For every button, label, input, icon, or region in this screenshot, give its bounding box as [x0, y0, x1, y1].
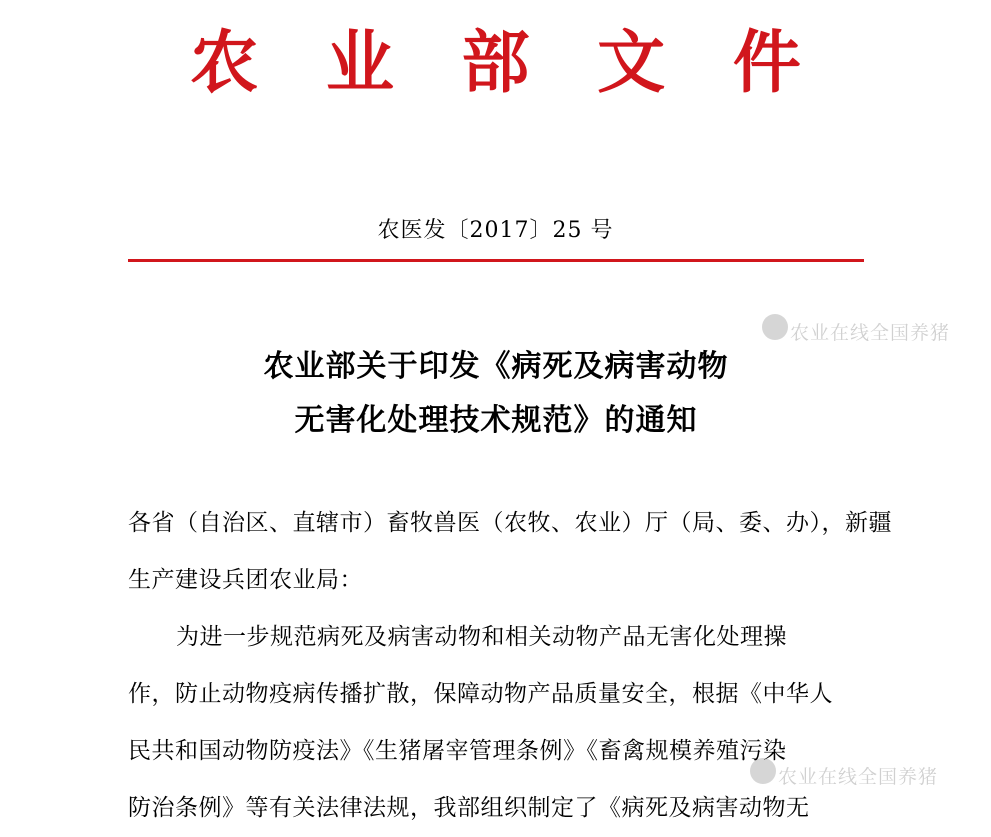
body-line-2: 生产建设兵团农业局：: [128, 567, 363, 593]
masthead-title: 农 业 部 文 件: [190, 23, 823, 103]
body-line-5: 民共和国动物防疫法》《生猪屠宰管理条例》《畜禽规模养殖污染: [128, 738, 787, 764]
red-divider-rule: [128, 259, 864, 262]
watermark-text-bottom: 农业在线全国养猪: [778, 766, 939, 788]
page-title: [128, 340, 864, 448]
document-number-row: [0, 213, 991, 244]
page-title-line-1: 农业部关于印发《病死及病害动物: [263, 349, 729, 384]
watermark-text-top: 农业在线全国养猪: [790, 322, 951, 344]
document-body: [128, 495, 892, 837]
document-number: 农医发〔2017〕25 号: [377, 218, 614, 243]
page-title-line-2: 无害化处理技术规范》的通知: [294, 403, 698, 438]
masthead: [0, 23, 991, 103]
body-line-6: 防治条例》等有关法律法规，我部组织制定了《病死及病害动物无: [128, 795, 810, 821]
body-line-1: 各省（自治区、直辖市）畜牧兽医（农牧、农业）厅（局、委、办），新疆: [128, 510, 892, 536]
watermark-logo-icon: [762, 314, 788, 340]
body-line-3: 为进一步规范病死及病害动物和相关动物产品无害化处理操: [176, 624, 787, 650]
body-line-4: 作，防止动物疫病传播扩散，保障动物产品质量安全，根据《中华人: [128, 681, 833, 707]
